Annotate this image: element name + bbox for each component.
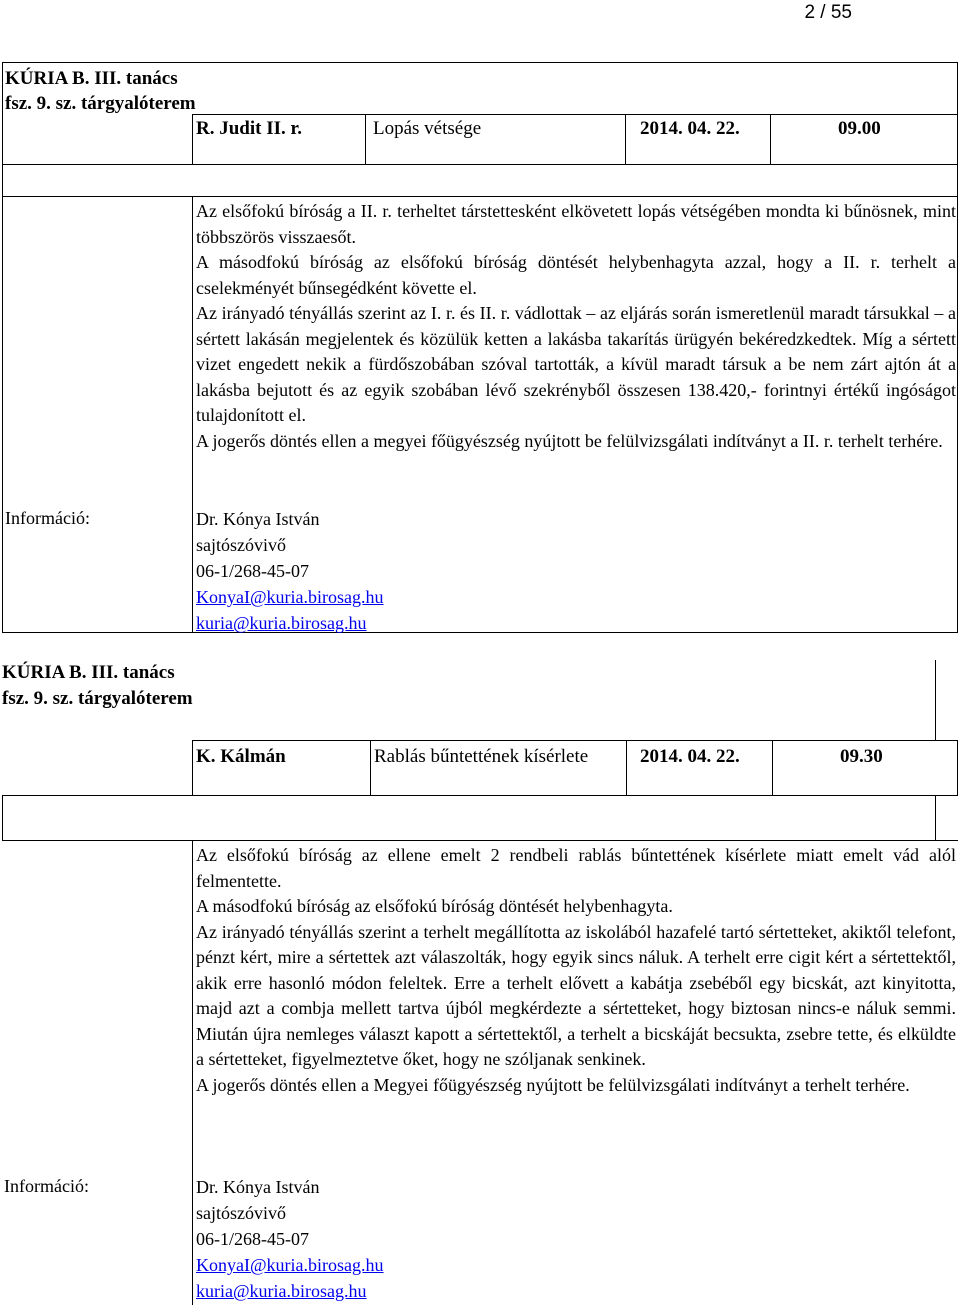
court-name: KÚRIA B. III. tanács <box>5 68 178 89</box>
page-number: 2 / 55 <box>804 2 852 23</box>
case-summary <box>196 843 956 1098</box>
table-border <box>192 840 193 1305</box>
general-email-link[interactable]: kuria@kuria.birosag.hu <box>196 1281 367 1301</box>
table-border <box>2 840 958 841</box>
contact-phone: 06-1/268-45-07 <box>196 561 309 581</box>
table-border <box>2 62 3 632</box>
contact-email-link[interactable]: KonyaI@kuria.birosag.hu <box>196 587 384 607</box>
case-summary <box>196 199 956 454</box>
summary-paragraph: A másodfokú bíróság az elsőfokú bíróság döntését helybenhagyta. <box>196 896 673 916</box>
summary-paragraph: Az elsőfokú bíróság az ellene emelt 2 rendbeli rablás bűntettének kísérlete miatt emelt vád alól felmentette. <box>196 845 956 891</box>
table-border <box>625 114 626 164</box>
summary-paragraph: A jogerős döntés ellen a Megyei főügyészség nyújtott be felülvizsgálati indítványt a terhelt terhére. <box>196 1074 910 1095</box>
table-border <box>772 740 773 795</box>
contact-name: Dr. Kónya István <box>196 1177 320 1197</box>
contact-email-link[interactable]: KonyaI@kuria.birosag.hu <box>196 1255 384 1275</box>
contact-role: sajtószóvivő <box>196 535 286 555</box>
table-border <box>2 62 958 63</box>
table-border <box>626 740 627 795</box>
hearing-time: 09.00 <box>838 118 881 139</box>
charge: Rablás bűntettének kísérlete <box>374 746 589 767</box>
summary-paragraph: Az irányadó tényállás szerint az I. r. és II. r. vádlottak – az eljárás során ismeretlenül maradt társukkal – a sértett lakásán megjelentek és közülük ketten a lakásba takarítás ürügyén bekéredzkedtek. Míg a sértett vizet engedett nekik a fürdőszobában szóval tartották, a kívül maradt társuk a be nem zárt ajtón át a lakásba bejutott és az egyik szobában lévő szekrényből összesen 138.420,- forintnyi értékű ingóságot tulajdonított el. <box>196 303 956 425</box>
table-border <box>2 795 3 840</box>
contact-phone: 06-1/268-45-07 <box>196 1229 309 1249</box>
table-border <box>370 740 371 795</box>
table-border <box>2 632 958 633</box>
contact-name: Dr. Kónya István <box>196 509 320 529</box>
table-border <box>2 164 958 165</box>
hearing-date: 2014. 04. 22. <box>640 118 740 139</box>
table-border <box>192 740 958 741</box>
info-label: Információ: <box>4 1176 89 1196</box>
defendant-name: R. Judit II. r. <box>196 118 302 139</box>
summary-paragraph: Az elsőfokú bíróság a II. r. terheltet társtettesként elkövetett lopás vétségében mondta ki bűnösnek, mint többszörös visszaesőt. <box>196 201 956 247</box>
press-contact <box>196 1174 384 1304</box>
table-border <box>935 795 936 840</box>
general-email-link[interactable]: kuria@kuria.birosag.hu <box>196 613 367 633</box>
defendant-name: K. Kálmán <box>196 746 286 767</box>
table-border <box>192 114 958 115</box>
table-border <box>957 740 958 795</box>
hearing-room: fsz. 9. sz. tárgyalóterem <box>5 93 196 114</box>
summary-paragraph: A jogerős döntés ellen a megyei főügyészség nyújtott be felülvizsgálati indítványt a II. r. terhelt terhére. <box>196 430 943 451</box>
table-border <box>192 740 193 795</box>
table-border <box>2 795 958 796</box>
summary-paragraph: A másodfokú bíróság az elsőfokú bíróság döntését helybenhagyta azzal, hogy a II. r. terhelt a cselekményét bűnsegédként követte el. <box>196 252 956 298</box>
summary-paragraph: Az irányadó tényállás szerint a terhelt megállította az iskolából hazafelé tartó sértetteket, akiktől telefont, pénzt kért, mire a sértettek azt válaszolták, hogy egyik sincs náluk. A terhelt erre cigit kért a sértettektől, akik erre hasonló módon feleltek. Erre a terhelt elővett a kabátja zsebéből egy bicskát, azt kinyitotta, majd azt a combja mellett tartva újból megkérdezte a sértetteket, hogy biztosan nincs-e náluk semmi. Miután újra nemleges választ kapott a sértettektől, a terhelt a bicskáját becsukta, zsebre tette, és elküldte a sértetteket, figyelmeztetve őket, hogy ne szóljanak senkinek. <box>196 921 956 1069</box>
table-border <box>770 114 771 164</box>
contact-role: sajtószóvivő <box>196 1203 286 1223</box>
charge: Lopás vétsége <box>373 118 482 139</box>
table-border <box>365 114 366 164</box>
info-label: Információ: <box>5 508 90 528</box>
table-border <box>2 196 958 197</box>
table-border <box>935 660 936 740</box>
table-border <box>192 196 193 632</box>
press-contact <box>196 506 384 636</box>
table-border <box>192 114 193 164</box>
table-border <box>957 62 958 632</box>
hearing-date: 2014. 04. 22. <box>640 746 740 767</box>
hearing-room: fsz. 9. sz. tárgyalóterem <box>2 688 193 709</box>
court-name: KÚRIA B. III. tanács <box>2 662 175 683</box>
hearing-time: 09.30 <box>840 746 883 767</box>
